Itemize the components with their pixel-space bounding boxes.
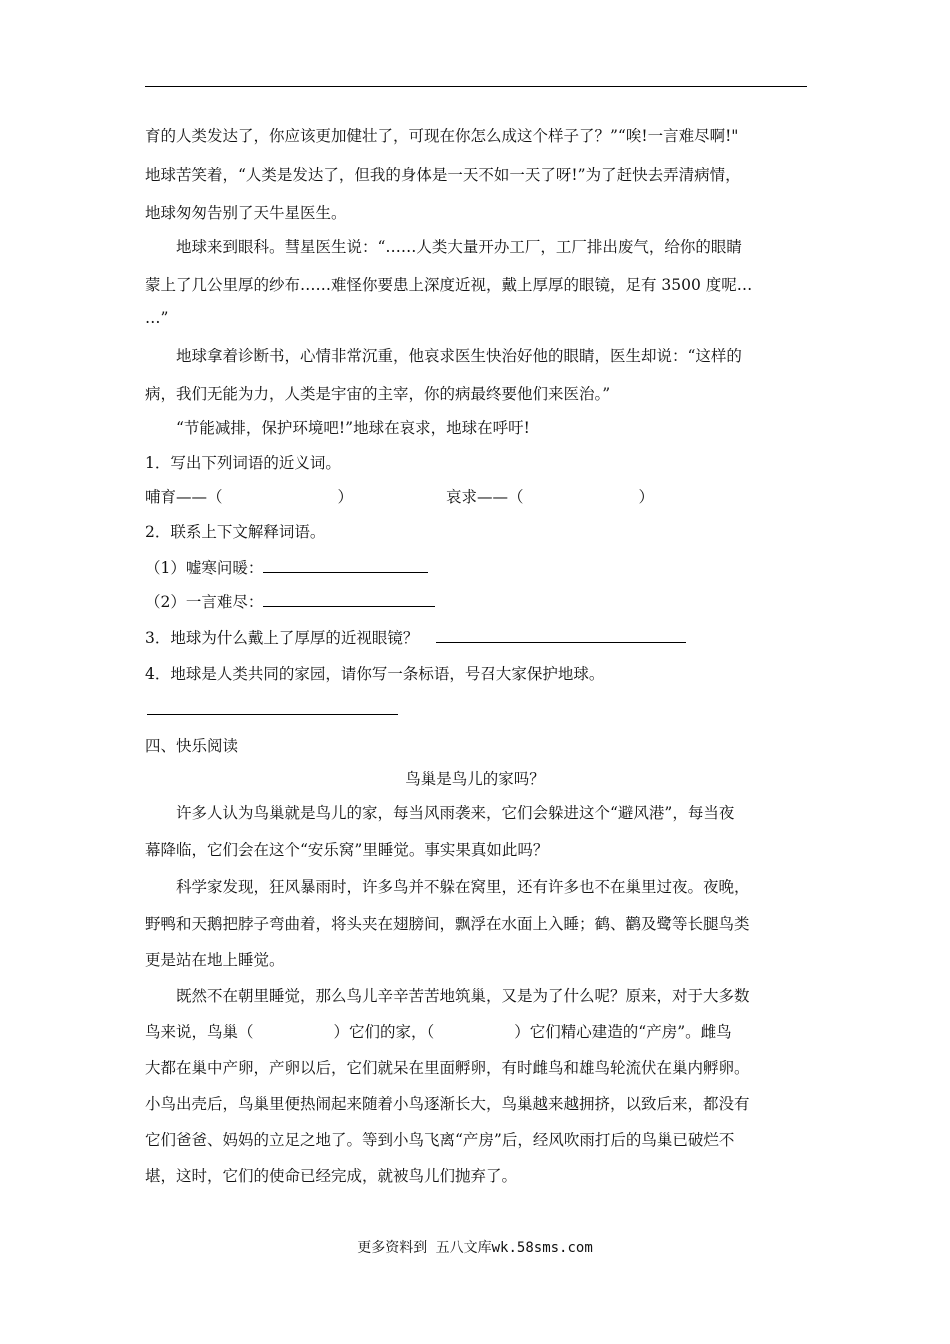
passage1-line: 育的人类发达了，你应该更加健壮了，可现在你怎么成这个样子了？”“唉!一言难尽啊!" — [145, 127, 739, 145]
header-rule — [145, 86, 807, 87]
q2a-answer-field[interactable] — [263, 558, 428, 573]
article-line: 幕降临，它们会在这个“安乐窝”里睡觉。事实果真如此吗？ — [145, 841, 549, 859]
article-line: 大都在巢中产卵，产卵以后，它们就呆在里面孵卵，有时雌鸟和雄鸟轮流伏在巢内孵卵。 — [145, 1059, 750, 1077]
question-4: 4．地球是人类共同的家园，请你写一条标语，号召大家保护地球。 — [145, 665, 605, 683]
article-line: 野鸭和天鹅把脖子弯曲着，将头夹在翅膀间，飘浮在水面上入睡；鹤、鹳及鹭等长腿鸟类 — [145, 915, 750, 933]
passage1-line: …” — [145, 309, 169, 327]
question-1: 1．写出下列词语的近义词。 — [145, 454, 341, 472]
article-fill-text-b: ）它们的家，（ — [333, 1023, 435, 1041]
q2a-label: （1）嘘寒问暖： — [145, 559, 264, 577]
passage1-line: 病，我们无能为力，人类是宇宙的主宰，你的病最终要他们来医治。” — [145, 385, 611, 403]
q4-answer-field[interactable] — [147, 700, 398, 715]
q2b-label: （2）一言难尽： — [145, 593, 264, 611]
article-fill-text-a: 鸟来说，鸟巢（ — [145, 1023, 254, 1041]
article-line: 堪，这时，它们的使命已经完成，就被鸟儿们抛弃了。 — [145, 1167, 518, 1185]
passage1-line: 地球匆匆告别了天牛星医生。 — [145, 204, 347, 222]
q2-item-2 — [145, 592, 435, 612]
passage1-line: 地球苦笑着，“人类是发达了，但我的身体是一天不如一天了呀!”为了赶快去弄清病情， — [145, 166, 741, 184]
article-fill-text-c: ）它们精心建造的“产房”。雌鸟 — [514, 1023, 732, 1041]
article-line: 更是站在地上睡觉。 — [145, 951, 285, 969]
q1-item-aiqiu — [446, 487, 654, 507]
article-line: 科学家发现，狂风暴雨时，许多鸟并不躲在窝里，还有许多也不在巢里过夜。夜晚， — [176, 878, 750, 896]
q1a-close: ） — [337, 488, 354, 506]
q2b-answer-field[interactable] — [263, 592, 435, 607]
passage1-line: “节能减排，保护环境吧!”地球在哀求，地球在呼吁! — [176, 419, 530, 437]
article-line: 它们爸爸、妈妈的立足之地了。等到小鸟飞离“产房”后，经风吹雨打后的鸟巢已破烂不 — [145, 1131, 735, 1149]
q1-item-buyu — [145, 487, 353, 507]
footer-link[interactable]: 更多资料到 五八文库wk.58sms.com — [357, 1240, 593, 1256]
article-line: 许多人认为鸟巢就是鸟儿的家，每当风雨袭来，它们会躲进这个“避风港”，每当夜 — [176, 804, 735, 822]
question-3 — [145, 628, 686, 648]
passage1-line: 地球拿着诊断书，心情非常沉重，他哀求医生快治好他的眼睛，医生却说：“这样的 — [176, 347, 742, 365]
q3-text: 3．地球为什么戴上了厚厚的近视眼镜？ — [145, 629, 419, 647]
question-2: 2．联系上下文解释词语。 — [145, 523, 326, 541]
article-line: 既然不在朝里睡觉，那么鸟儿辛辛苦苦地筑巢，又是为了什么呢？原来，对于大多数 — [176, 987, 750, 1005]
passage1-line: 蒙上了几公里厚的纱布……难怪你要患上深度近视，戴上厚厚的眼镜，足有 3500 度呢… — [145, 276, 753, 294]
section4-heading: 四、快乐阅读 — [145, 737, 239, 755]
q1b-word: 哀求——（ — [446, 488, 524, 506]
passage1-line: 地球来到眼科。彗星医生说：“……人类大量开办工厂，工厂排出废气，给你的眼睛 — [176, 238, 742, 256]
article-title: 鸟巢是鸟儿的家吗？ — [405, 770, 545, 788]
article-fill-line — [145, 1022, 732, 1042]
q1b-close: ） — [638, 488, 655, 506]
q3-answer-field[interactable] — [436, 628, 686, 643]
q2-item-1 — [145, 558, 428, 578]
article-line: 小鸟出壳后，鸟巢里便热闹起来随着小鸟逐渐长大，鸟巢越来越拥挤，以致后来，都没有 — [145, 1095, 750, 1113]
q1a-word: 哺育——（ — [145, 488, 223, 506]
